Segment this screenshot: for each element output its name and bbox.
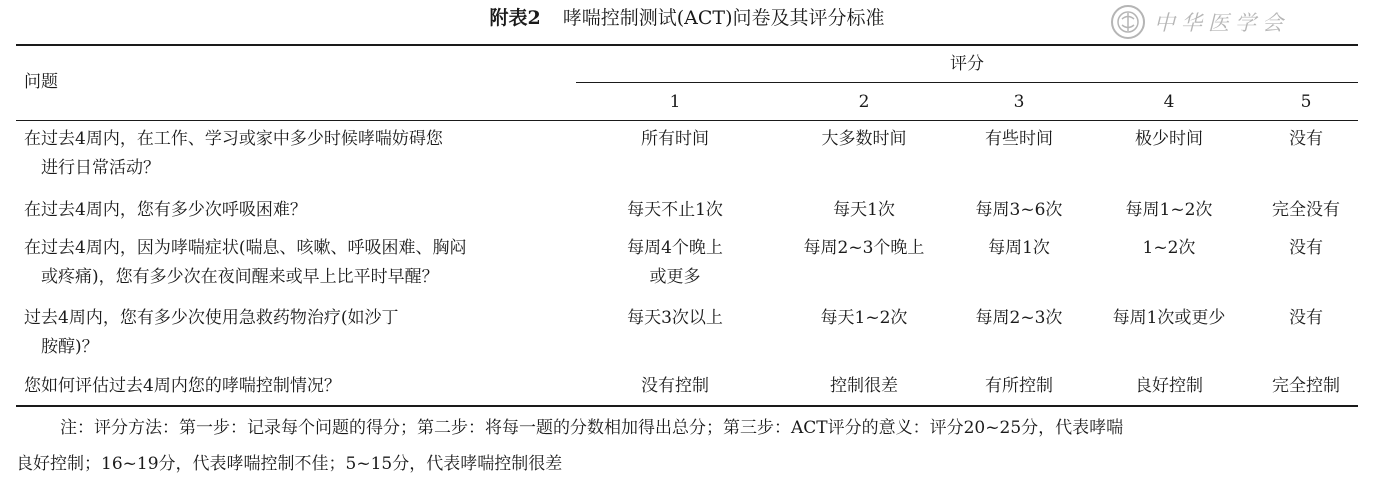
score-cell: 没有控制 bbox=[641, 376, 709, 396]
score-header-rule bbox=[576, 82, 1358, 83]
score-cell: 每周1~2次 bbox=[1125, 200, 1213, 220]
score-column-4: 4 bbox=[1163, 92, 1175, 112]
table-row-question: 在过去4周内，您有多少次呼吸困难？ bbox=[24, 200, 307, 220]
table-title-label: 附表2 bbox=[489, 7, 541, 29]
score-cell: 控制很差 bbox=[830, 376, 898, 396]
table-bottom-rule bbox=[16, 405, 1358, 407]
score-cell: 每周1次或更少 bbox=[1112, 308, 1226, 328]
score-cell: 极少时间 bbox=[1135, 129, 1203, 149]
watermark-text: 中华医学会 bbox=[1154, 11, 1289, 35]
score-column-1: 1 bbox=[669, 92, 681, 112]
score-cell: 每天3次以上 bbox=[627, 308, 723, 328]
score-cell: 每天不止1次 bbox=[627, 200, 723, 220]
score-cell: 没有 bbox=[1289, 129, 1323, 149]
score-cell: 所有时间 bbox=[641, 129, 709, 149]
table-row-question: 在过去4周内，在工作、学习或家中多少时候哮喘妨碍您 进行日常活动？ bbox=[24, 129, 443, 178]
score-cell: 1~2次 bbox=[1142, 238, 1196, 258]
score-cell: 完全没有 bbox=[1272, 200, 1340, 220]
table-row-question: 您如何评估过去4周内您的哮喘控制情况？ bbox=[24, 376, 341, 396]
score-cell: 每周2~3次 bbox=[975, 308, 1063, 328]
score-cell: 没有 bbox=[1289, 308, 1323, 328]
table-footnote: 注：评分方法：第一步：记录每个问题的得分；第二步：将每一题的分数相加得出总分；第三步：ACT评分的意义：评分20~25分，代表哮喘 良好控制；16~19分，代表哮喘控制不佳；5~15分，代表哮喘控制很差 bbox=[16, 418, 1124, 474]
score-cell: 每天1次 bbox=[833, 200, 895, 220]
score-cell: 良好控制 bbox=[1135, 376, 1203, 396]
score-column-3: 3 bbox=[1013, 92, 1025, 112]
header-bottom-rule bbox=[16, 120, 1358, 121]
score-column-5: 5 bbox=[1300, 92, 1312, 112]
table-top-rule bbox=[16, 44, 1358, 46]
emblem-icon bbox=[1110, 4, 1146, 40]
score-cell: 每周1次 bbox=[988, 238, 1050, 258]
score-cell: 每天1~2次 bbox=[820, 308, 908, 328]
score-cell: 每周3~6次 bbox=[975, 200, 1063, 220]
score-cell: 大多数时间 bbox=[821, 129, 907, 149]
score-cell: 有些时间 bbox=[985, 129, 1053, 149]
score-cell: 完全控制 bbox=[1272, 376, 1340, 396]
score-header: 评分 bbox=[950, 54, 984, 74]
publisher-watermark bbox=[1110, 2, 1289, 42]
question-header: 问题 bbox=[24, 72, 58, 92]
table-row-question: 在过去4周内，因为哮喘症状(喘息、咳嗽、呼吸困难、胸闷 或疼痛)，您有多少次在夜间醒来或早上比平时早醒？ bbox=[24, 238, 467, 287]
score-cell: 每周2~3个晚上 bbox=[803, 238, 925, 258]
score-cell: 有所控制 bbox=[985, 376, 1053, 396]
table-row-question: 过去4周内，您有多少次使用急救药物治疗(如沙丁 胺醇)？ bbox=[24, 308, 399, 357]
score-cell: 每周4个晚上 或更多 bbox=[627, 238, 723, 287]
score-cell: 没有 bbox=[1289, 238, 1323, 258]
table-title-text: 哮喘控制测试(ACT)问卷及其评分标准 bbox=[562, 7, 885, 29]
score-column-2: 2 bbox=[858, 92, 870, 112]
